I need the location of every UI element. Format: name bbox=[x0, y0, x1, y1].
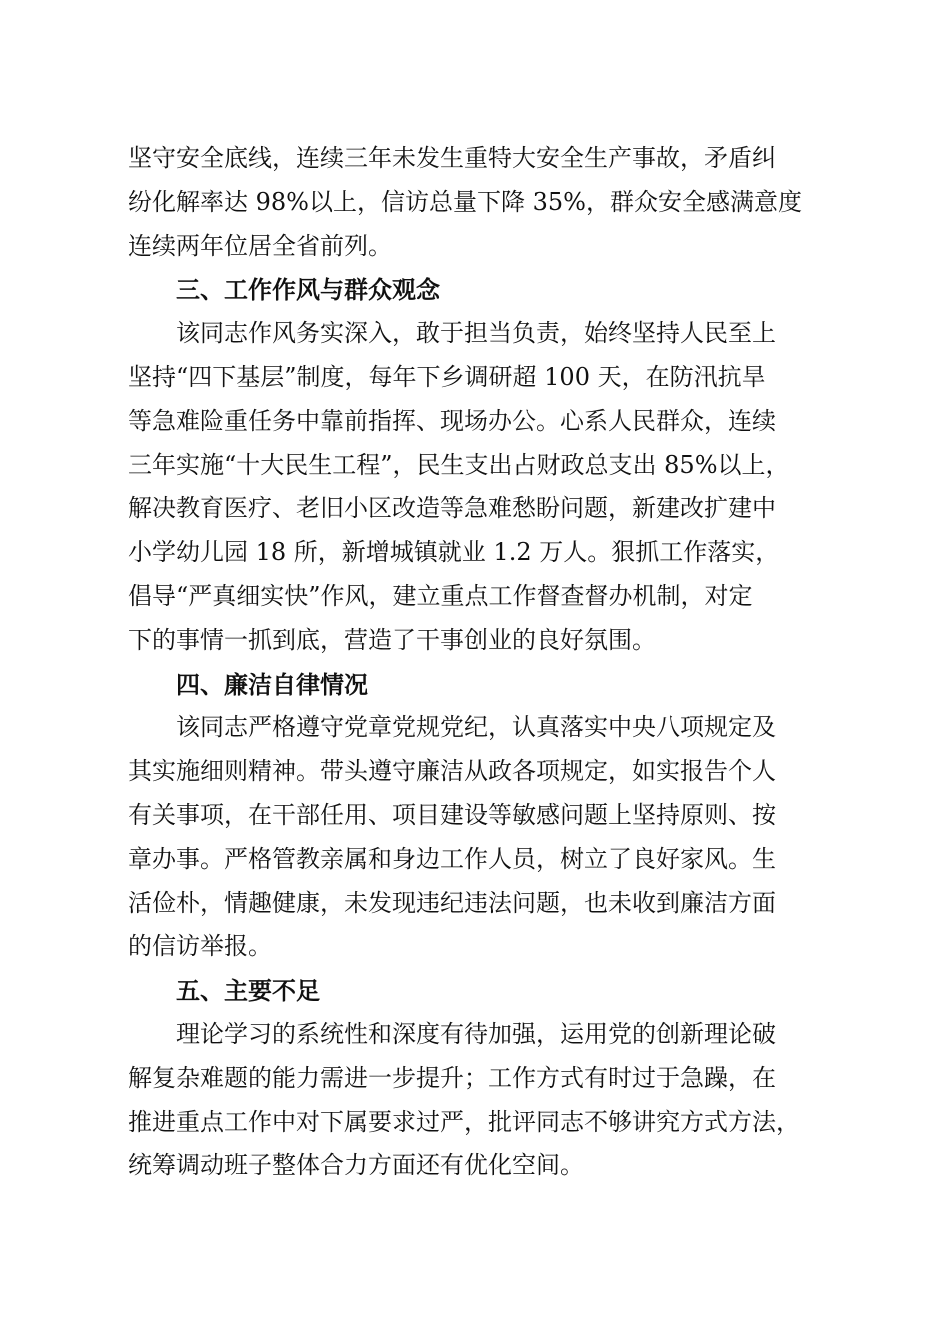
section-heading-integrity: 四、廉洁自律情况 bbox=[176, 669, 368, 699]
section-heading-shortcomings: 五、主要不足 bbox=[176, 976, 320, 1006]
paragraph-line: 小学幼儿园 18 所，新增城镇就业 1.2 万人。狠抓工作落实， bbox=[128, 538, 780, 567]
paragraph-line: 解决教育医疗、老旧小区改造等急难愁盼问题，新建改扩建中 bbox=[128, 494, 776, 523]
paragraph-line: 解复杂难题的能力需进一步提升；工作方式有时过于急躁，在 bbox=[128, 1063, 776, 1092]
paragraph-line: 理论学习的系统性和深度有待加强，运用党的创新理论破 bbox=[176, 1019, 776, 1048]
section-paragraph-shortcomings bbox=[128, 1013, 828, 1188]
section-paragraph-integrity bbox=[128, 706, 828, 969]
paragraph-line: 下的事情一抓到底，营造了干事创业的良好氛围。 bbox=[128, 625, 656, 654]
paragraph-line: 连续两年位居全省前列。 bbox=[128, 231, 392, 260]
paragraph-line: 等急难险重任务中靠前指挥、现场办公。心系人民群众，连续 bbox=[128, 406, 776, 435]
paragraph-line: 坚守安全底线，连续三年未发生重特大安全生产事故，矛盾纠 bbox=[128, 144, 776, 172]
paragraph-line: 坚持“四下基层”制度，每年下乡调研超 100 天，在防汛抗旱 bbox=[128, 362, 766, 391]
paragraph-line: 该同志严格遵守党章党规党纪，认真落实中央八项规定及 bbox=[176, 713, 776, 742]
paragraph-line: 活俭朴，情趣健康，未发现违纪违法问题，也未收到廉洁方面 bbox=[128, 888, 776, 917]
paragraph-line: 有关事项，在干部任用、项目建设等敏感问题上坚持原则、按 bbox=[128, 800, 776, 829]
paragraph-line: 其实施细则精神。带头遵守廉洁从政各项规定，如实报告个人 bbox=[128, 757, 776, 786]
document-body bbox=[128, 137, 828, 1188]
paragraph-line: 的信访举报。 bbox=[128, 932, 272, 961]
continued-paragraph bbox=[128, 137, 828, 268]
section-heading-work-style: 三、工作作风与群众观念 bbox=[176, 275, 440, 305]
paragraph-line: 三年实施“十大民生工程”，民生支出占财政总支出 85%以上， bbox=[128, 450, 790, 479]
paragraph-line: 倡导“严真细实快”作风，建立重点工作督查督办机制，对定 bbox=[128, 581, 753, 610]
paragraph-line: 该同志作风务实深入，敢于担当负责，始终坚持人民至上 bbox=[176, 319, 776, 348]
section-paragraph-work-style bbox=[128, 312, 828, 662]
paragraph-line: 推进重点工作中对下属要求过严，批评同志不够讲究方式方法， bbox=[128, 1107, 800, 1136]
paragraph-line: 章办事。严格管教亲属和身边工作人员，树立了良好家风。生 bbox=[128, 844, 776, 873]
paragraph-line: 统筹调动班子整体合力方面还有优化空间。 bbox=[128, 1151, 584, 1180]
paragraph-line: 纷化解率达 98%以上，信访总量下降 35%，群众安全感满意度 bbox=[128, 187, 802, 216]
